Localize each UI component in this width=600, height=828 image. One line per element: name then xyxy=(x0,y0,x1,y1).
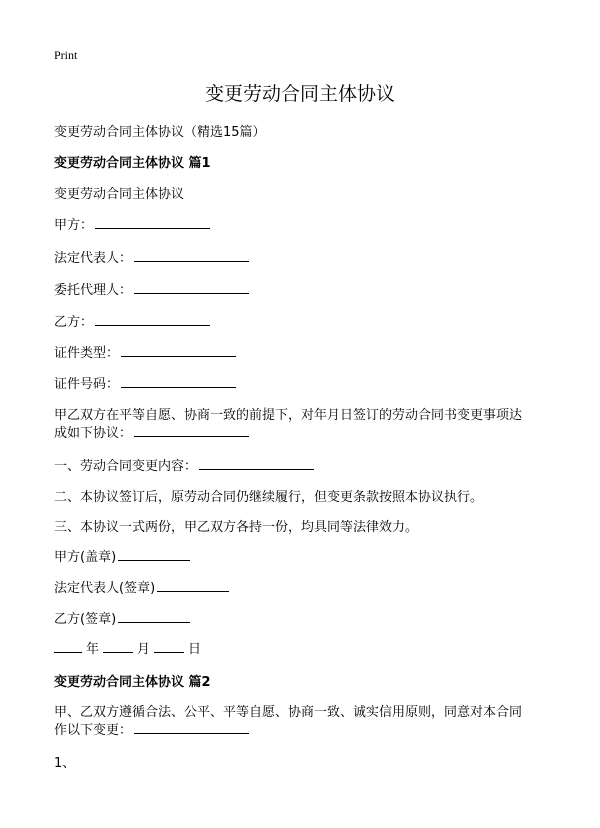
party-b-blank xyxy=(95,324,210,326)
agent-blank xyxy=(134,292,249,294)
sign-a-blank xyxy=(118,559,190,561)
sign-b-blank xyxy=(118,621,190,623)
item2-line: 二、本协议签订后，原劳动合同仍继续履行，但变更条款按照本协议执行。 xyxy=(54,490,484,505)
sign-rep-label: 法定代表人(签章) xyxy=(54,581,156,596)
party-b-field xyxy=(54,311,210,330)
item3-line: 三、本协议一式两份，甲乙双方各持一份，均具同等法律效力。 xyxy=(54,520,419,535)
id-type-label: 证件类型： xyxy=(54,346,120,361)
legal-rep-label: 法定代表人： xyxy=(54,251,133,266)
agreement-blank xyxy=(134,435,249,437)
section2-heading: 变更劳动合同主体协议 篇2 xyxy=(54,675,211,690)
year-blank xyxy=(54,651,82,653)
year-label: 年 xyxy=(86,642,100,657)
party-a-field xyxy=(54,214,210,233)
month-blank xyxy=(103,651,133,653)
party-a-blank xyxy=(95,227,210,229)
id-number-field xyxy=(54,373,236,392)
id-type-blank xyxy=(121,355,236,357)
id-number-label: 证件号码： xyxy=(54,377,120,392)
document-title: 变更劳动合同主体协议 xyxy=(204,83,395,105)
item1-text: 一、劳动合同变更内容： xyxy=(54,459,198,474)
item1-line xyxy=(54,455,314,474)
id-number-blank xyxy=(121,386,236,388)
section2-change-blank xyxy=(134,732,249,734)
agent-label: 委托代理人： xyxy=(54,283,133,298)
day-blank xyxy=(154,651,184,653)
party-b-label: 乙方： xyxy=(54,315,94,330)
sign-rep-line xyxy=(54,577,229,596)
sign-a-line xyxy=(54,546,190,565)
legal-rep-blank xyxy=(134,260,249,262)
print-label[interactable]: Print xyxy=(54,48,78,62)
sign-b-line xyxy=(54,608,190,627)
section2-para-line2 xyxy=(54,719,249,738)
para1-line2 xyxy=(54,422,249,441)
month-label: 月 xyxy=(137,642,151,657)
section2-para-line2-text: 作以下变更： xyxy=(54,723,133,738)
sign-a-label: 甲方(盖章) xyxy=(54,550,117,565)
sign-b-label: 乙方(签章) xyxy=(54,612,117,627)
section1-subtitle: 变更劳动合同主体协议 xyxy=(54,187,185,202)
section1-heading: 变更劳动合同主体协议 篇1 xyxy=(54,156,211,171)
date-line xyxy=(54,638,201,657)
section2-para-line1: 甲、乙双方遵循合法、公平、平等自愿、协商一致、诚实信用原则，同意对本合同 xyxy=(54,705,523,720)
sign-rep-blank xyxy=(157,590,229,592)
legal-rep-field xyxy=(54,247,249,266)
para1-line2-text: 成如下协议： xyxy=(54,426,133,441)
para1-line1: 甲乙双方在平等自愿、协商一致的前提下，对年月日签订的劳动合同书变更事项达 xyxy=(54,408,523,423)
intro-line: 变更劳动合同主体协议（精选15篇） xyxy=(54,125,266,140)
item1-blank xyxy=(199,468,314,470)
id-type-field xyxy=(54,342,236,361)
agent-field xyxy=(54,279,249,298)
party-a-label: 甲方： xyxy=(54,218,94,233)
day-label: 日 xyxy=(188,642,202,657)
section2-item1: 1、 xyxy=(54,756,76,771)
